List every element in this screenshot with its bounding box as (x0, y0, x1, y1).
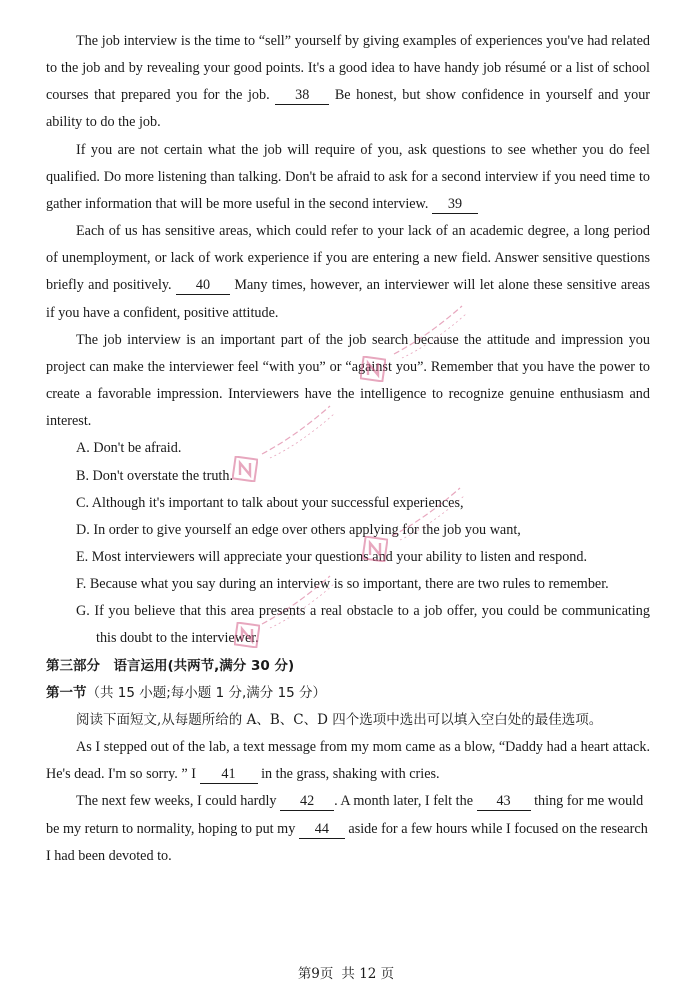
instruction-text: 阅读下面短文,从每题所给的 A、B、C、D 四个选项中选出可以填入空白处的最佳选项。 (76, 711, 603, 728)
paragraph (46, 28, 650, 137)
paragraph-text: If you are not certain what the job will require of you, ask questions to see whether you do feel qualified. Do more listening than talking. Don't be afraid to ask for a second interview if you need time to gather information that will be more useful in the second interview. (46, 141, 650, 212)
document-page (46, 28, 650, 870)
paragraph: The next few weeks, I could hardly 42 . A month later, I felt the 43 thing for me would be my return to normality, hoping to put my 44 aside for a few hours while I focused on the research I had been devoted to. (46, 793, 648, 864)
page-total: 共 12 页 (341, 966, 395, 982)
answer-blank-42: 42 (280, 792, 334, 811)
paragraph-text: The job interview is the time to “sell” yourself by giving examples of experiences you've had related to the job and by revealing your good points. It's a good idea to have handy job résumé or a list of school courses that prepared you for the job. (46, 33, 650, 104)
page-number: 第9页 (297, 966, 334, 982)
paragraph (46, 137, 650, 218)
answer-blank-44: 44 (299, 820, 345, 839)
answer-blank-43: 43 (477, 792, 531, 811)
paragraph-text: Each of us has sensitive areas, which could refer to your lack of an academic degree, a long period of unemployment, or lack of work experience if you are entering a new field. Answer sensitive questions briefly and positively. (46, 223, 650, 294)
subsection-title: 第一节（共 15 小题;每小题 1 分,满分 15 分） (46, 684, 327, 701)
page-footer (0, 962, 692, 982)
option-b: B. Don't overstate the truth. (76, 467, 234, 484)
option-a: A. Don't be afraid. (76, 440, 182, 457)
paragraph: As I stepped out of the lab, a text message from my mom came as a blow, “Daddy had a heart attack. He's dead. I'm so sorry. ” I 41 in the grass, shaking with cries. (46, 739, 650, 783)
paragraph-text: Many times, however, an interviewer will let alone these sensitive areas if you have a confident, positive attitude. (46, 277, 650, 321)
option-d: D. In order to give yourself an edge over others applying for the job you want, (76, 521, 521, 538)
option-f: F. Because what you say during an interview is so important, there are two rules to remember. (76, 576, 609, 593)
answer-blank-41: 41 (200, 765, 258, 784)
paragraph (46, 218, 650, 327)
paragraph (46, 327, 650, 436)
paragraph-text: The job interview is an important part of the job search because the attitude and impression you project can make the interviewer feel “with you” or “against you”. Remember that you have the power to create a favorable impression. Interviewers have the intelligence to recognize genuine enthusiasm and interest. (46, 331, 650, 430)
option-c: C. Although it's important to talk about your successful experiences, (76, 494, 464, 511)
answer-blank-39: 39 (432, 195, 478, 214)
option-g: G. If you believe that this area presents a real obstacle to a job offer, you could be communicating this doubt to the interviewer. (76, 603, 650, 647)
answer-blank-38: 38 (275, 86, 329, 105)
answer-blank-40: 40 (176, 276, 230, 295)
paragraph-text: Be honest, but show confidence in yourself and your ability to do the job. (46, 87, 651, 131)
option-e: E. Most interviewers will appreciate your questions and your ability to listen and respond. (76, 548, 588, 565)
section-title: 第三部分 语言运用(共两节,满分 30 分) (46, 657, 295, 674)
